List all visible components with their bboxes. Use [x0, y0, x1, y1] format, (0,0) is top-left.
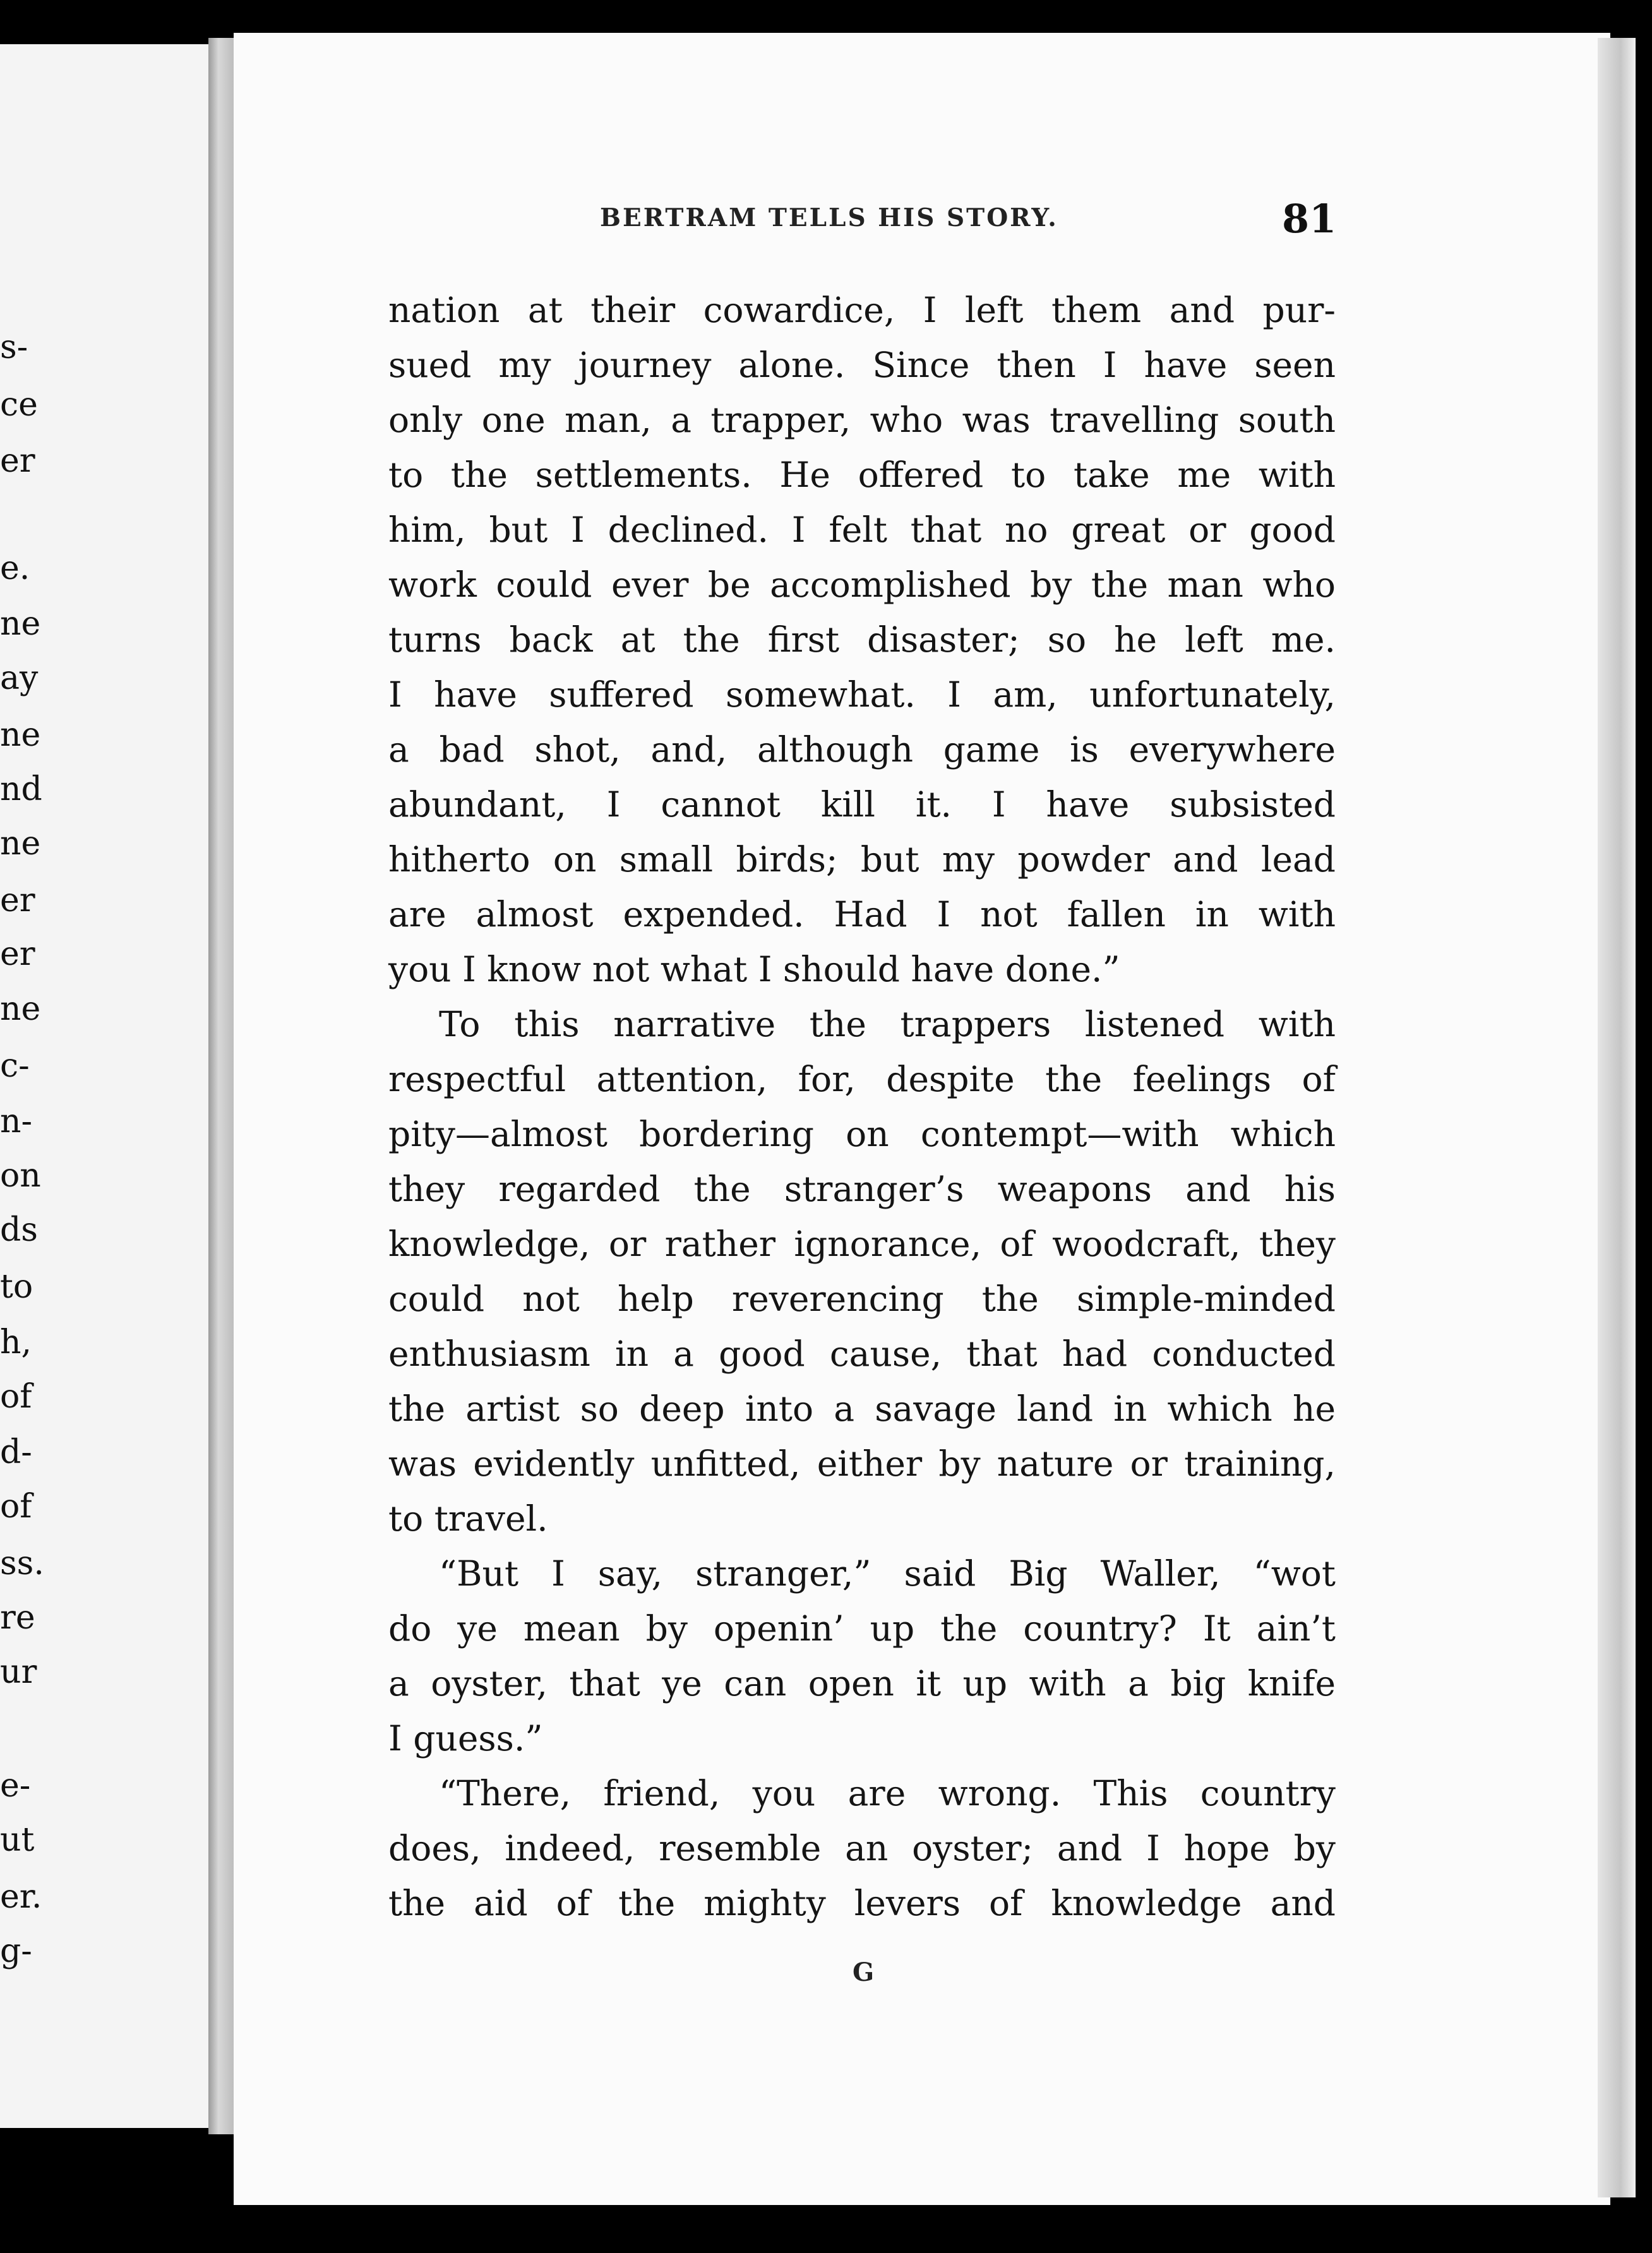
facing-fragment: ut — [0, 1821, 35, 1859]
body-text — [388, 283, 1336, 1931]
text-line: a oyster, that ye can open it up with a big knife — [388, 1663, 1336, 1704]
facing-fragment: er — [0, 935, 35, 973]
text-line: you I know not what I should have done.” — [388, 949, 1120, 989]
facing-fragment: e. — [0, 549, 30, 587]
text-line: to travel. — [388, 1498, 548, 1539]
text-line: abundant, I cannot kill it. I have subsisted — [388, 784, 1336, 825]
text-line: knowledge, or rather ignorance, of woodcraft, they — [388, 1224, 1336, 1264]
text-line: nation at their cowardice, I left them and pur- — [388, 290, 1336, 330]
text-line: to the settlements. He offered to take me with — [388, 455, 1336, 495]
facing-fragment: ne — [0, 825, 41, 863]
facing-fragment: nd — [0, 770, 42, 808]
facing-fragment: er. — [0, 1878, 42, 1916]
text-line: pity—almost bordering on contempt—with which — [388, 1114, 1336, 1154]
running-title: BERTRAM TELLS HIS STORY. — [600, 203, 1058, 232]
facing-fragment: on — [0, 1157, 41, 1195]
text-line: the artist so deep into a savage land in which he — [388, 1389, 1336, 1429]
text-line: they regarded the stranger’s weapons and his — [388, 1169, 1336, 1209]
facing-fragment: ay — [0, 659, 39, 697]
facing-fragment: e- — [0, 1767, 31, 1805]
text-line: To this narrative the trappers listened with — [439, 1004, 1336, 1044]
text-line: a bad shot, and, although game is everywhere — [388, 729, 1336, 770]
facing-fragment: n- — [0, 1103, 33, 1140]
facing-fragment: g- — [0, 1932, 32, 1970]
text-line: only one man, a trapper, who was travelling south — [388, 400, 1336, 440]
facing-fragment: er — [0, 442, 35, 480]
text-line: was evidently unfitted, either by nature or training, — [388, 1443, 1336, 1484]
text-line: him, but I declined. I felt that no great or good — [388, 510, 1336, 550]
facing-fragment: of — [0, 1488, 32, 1526]
text-line: are almost expended. Had I not fallen in with — [388, 894, 1336, 935]
facing-fragment: c- — [0, 1047, 30, 1085]
text-line: sued my journey alone. Since then I have seen — [388, 345, 1336, 385]
text-line: I have suffered somewhat. I am, unfortunately, — [388, 674, 1336, 715]
facing-fragment: ne — [0, 716, 41, 754]
facing-fragment: ne — [0, 990, 41, 1028]
text-line: could not help reverencing the simple-minded — [388, 1279, 1336, 1319]
signature-mark: G — [853, 1957, 875, 1987]
facing-page-edge — [0, 44, 208, 2128]
text-line: respectful attention, for, despite the feelings of — [388, 1059, 1336, 1099]
facing-fragment: to — [0, 1268, 33, 1306]
text-line: hitherto on small birds; but my powder and lead — [388, 839, 1336, 880]
text-line: enthusiasm in a good cause, that had conducted — [388, 1334, 1336, 1374]
facing-fragment: ss. — [0, 1545, 44, 1582]
facing-fragment: ds — [0, 1211, 38, 1249]
facing-fragment: ce — [0, 386, 38, 424]
book-gutter — [208, 38, 234, 2134]
facing-fragment: ur — [0, 1653, 37, 1691]
text-line: I guess.” — [388, 1718, 543, 1759]
facing-fragment: d- — [0, 1433, 32, 1471]
facing-fragment: ne — [0, 605, 41, 643]
facing-fragment: of — [0, 1378, 32, 1416]
text-line: “But I say, stranger,” said Big Waller, “wot — [439, 1553, 1336, 1594]
text-line: do ye mean by openin’ up the country? It ain’t — [388, 1608, 1336, 1649]
text-line: “There, friend, you are wrong. This country — [439, 1773, 1336, 1814]
text-line: turns back at the first disaster; so he left me. — [388, 619, 1336, 660]
text-line: does, indeed, resemble an oyster; and I hope by — [388, 1828, 1336, 1868]
facing-fragment: s- — [0, 328, 28, 366]
page-number: 81 — [1282, 196, 1337, 242]
facing-fragment: er — [0, 881, 35, 919]
page-edge — [1598, 38, 1636, 2197]
facing-fragment: h, — [0, 1324, 32, 1361]
facing-fragment: re — [0, 1599, 35, 1637]
text-line: the aid of the mighty levers of knowledge and — [388, 1883, 1336, 1923]
text-line: work could ever be accomplished by the man who — [388, 565, 1336, 605]
